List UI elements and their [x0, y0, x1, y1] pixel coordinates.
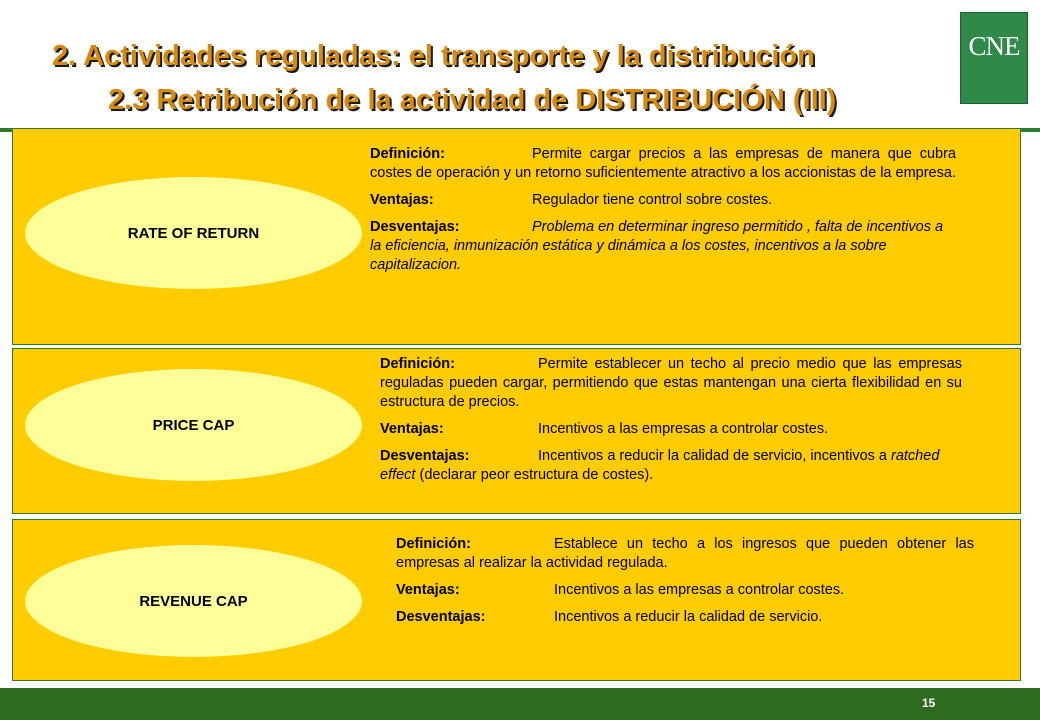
price-cap-panel [12, 348, 1021, 514]
disadvantages-text: Incentivos a reducir la calidad de servicio. [554, 609, 823, 625]
disadvantages-paragraph [380, 447, 962, 485]
footer-bar [0, 688, 1040, 720]
definition-paragraph [370, 145, 956, 183]
disadvantages-label: Desventajas: [370, 219, 460, 235]
disadvantages-paragraph [370, 218, 956, 275]
logo-text: CNE [968, 31, 1020, 61]
definition-text: Permite cargar precios a las empresas de manera que cubra costes de operación y un retorno suficientemente atractivo a los accionistas de la empresa. [370, 146, 956, 181]
definition-paragraph [396, 535, 974, 573]
slide-title: 2. Actividades reguladas: el transporte y la distribución [52, 40, 815, 72]
page-number: 15 [922, 696, 936, 710]
disadvantages-text: Incentivos a reducir la calidad de servicio, incentivos a [538, 448, 892, 464]
price-cap-description [380, 355, 962, 485]
disadvantages-label: Desventajas: [396, 609, 486, 625]
disadvantages-italic: ratched effect [380, 448, 940, 483]
advantages-text: Incentivos a las empresas a controlar costes. [554, 582, 845, 598]
definition-label: Definición: [396, 536, 471, 552]
advantages-label: Ventajas: [380, 421, 444, 437]
disadvantages-label: Desventajas: [380, 448, 470, 464]
definition-label: Definición: [370, 146, 445, 162]
price-cap-ellipse [25, 369, 362, 481]
rate-of-return-description [370, 145, 956, 275]
section-name: REVENUE CAP [139, 592, 248, 610]
definition-label: Definición: [380, 356, 455, 372]
advantages-paragraph [396, 581, 974, 600]
disadvantages-text: Problema en determinar ingreso permitido , falta de incentivos a la eficiencia, inmunización estática y dinámica a los costes, incentivos a la sobre capitalizacion. [370, 219, 944, 273]
rate-of-return-panel [12, 128, 1021, 345]
revenue-cap-panel [12, 519, 1021, 681]
advantages-paragraph [380, 420, 962, 439]
slide-subtitle: 2.3 Retribución de la actividad de DISTRIBUCIÓN (III) [108, 84, 837, 116]
cne-logo [960, 12, 1028, 104]
definition-text: Permite establecer un techo al precio medio que las empresas reguladas pueden cargar, permitiendo que estas mantengan una cierta flexibilidad en su estructura de precios. [380, 356, 962, 410]
advantages-paragraph [370, 191, 956, 210]
section-name: RATE OF RETURN [127, 224, 260, 242]
disadvantages-text-end: (declarar peor estructura de costes). [415, 467, 654, 483]
section-name: PRICE CAP [152, 416, 235, 434]
revenue-cap-description [396, 535, 974, 627]
revenue-cap-ellipse [25, 545, 362, 657]
definition-text: Establece un techo a los ingresos que pueden obtener las empresas al realizar la actividad regulada. [396, 536, 974, 571]
advantages-label: Ventajas: [396, 582, 460, 598]
disadvantages-paragraph [396, 608, 974, 627]
advantages-text: Regulador tiene control sobre costes. [532, 192, 773, 208]
advantages-text: Incentivos a las empresas a controlar costes. [538, 421, 829, 437]
rate-of-return-ellipse [25, 177, 362, 289]
definition-paragraph [380, 355, 962, 412]
advantages-label: Ventajas: [370, 192, 434, 208]
